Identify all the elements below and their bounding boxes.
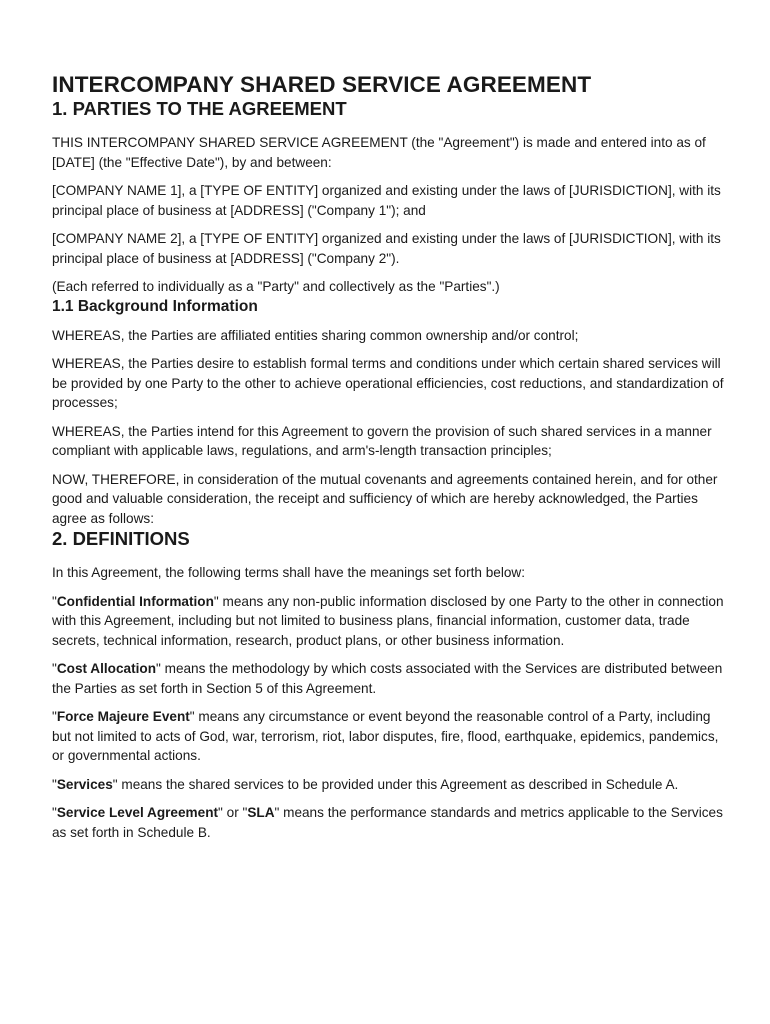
whereas-paragraph: WHEREAS, the Parties are affiliated entities sharing common ownership and/or control; xyxy=(52,327,579,343)
party-1-paragraph: [COMPANY NAME 1], a [TYPE OF ENTITY] organized and existing under the laws of [JURISDICTION], with its principal place of business at [ADDRESS] ("Company 1"); and xyxy=(52,183,721,218)
now-therefore-paragraph: NOW, THEREFORE, in consideration of the mutual covenants and agreements contained herein, and for other good and valuable consideration, the receipt and sufficiency of which are hereby acknowledged, the Parties agree as follows: xyxy=(52,471,718,526)
definition-text: " means the performance standards and metrics applicable to the Services as set forth in Schedule B. xyxy=(52,805,723,840)
definition-term: Confidential Information xyxy=(56,593,214,609)
definition-term: Services xyxy=(56,776,113,792)
definition-term-abbr: SLA xyxy=(247,805,275,820)
party-2-paragraph: [COMPANY NAME 2], a [TYPE OF ENTITY] organized and existing under the laws of [JURISDICTION], with its principal place of business at [ADDRESS] ("Company 2"). xyxy=(52,231,721,266)
section-1-heading: 1. PARTIES TO THE AGREEMENT xyxy=(52,98,347,119)
definitions-intro: In this Agreement, the following terms shall have the meanings set forth below: xyxy=(52,565,526,580)
definition-cost-allocation: "Cost Allocation" means the methodology by which costs associated with the Services are distributed between the Parties as set forth in Section 5 of this Agreement. xyxy=(52,661,723,696)
whereas-paragraph: WHEREAS, the Parties desire to establish formal terms and conditions under which certain shared services will be provided by one Party to the other to achieve operational efficiencies, cost reductions, and standardization of processes; xyxy=(52,356,724,410)
parties-collective-paragraph: (Each referred to individually as a "Party" and collectively as the "Parties".) xyxy=(52,279,500,294)
definition-services: "Services" means the shared services to be provided under this Agreement as described in Schedule A. xyxy=(52,776,679,792)
definition-text: " means the shared services to be provided under this Agreement as described in Schedule A. xyxy=(112,776,679,792)
definition-text: " means any circumstance or event beyond the reasonable control of a Party, including but not limited to acts of God, war, terrorism, riot, labor disputes, fire, flood, earthquake, epidemics, pandemics, or governmental actions. xyxy=(52,709,719,763)
definition-term: Service Level Agreement xyxy=(56,805,219,820)
definition-term: Cost Allocation xyxy=(56,661,157,676)
definition-text: " means the methodology by which costs associated with the Services are distributed between the Parties as set forth in Section 5 of this Agreement. xyxy=(52,661,723,696)
section-2-heading: 2. DEFINITIONS xyxy=(52,528,190,549)
definition-term: Force Majeure Event xyxy=(56,709,190,724)
section-1-1-heading: 1.1 Background Information xyxy=(52,297,258,315)
document-title: INTERCOMPANY SHARED SERVICE AGREEMENT xyxy=(52,72,592,97)
section-1-intro: THIS INTERCOMPANY SHARED SERVICE AGREEMENT (the "Agreement") is made and entered into as of [DATE] (the "Effective Date"), by and between: xyxy=(52,135,706,170)
definition-text: " means any non-public information disclosed by one Party to the other in connection with this Agreement, including but not limited to business plans, financial information, customer data, trade secrets, technical information, research, product plans, or other business information. xyxy=(52,593,724,648)
whereas-paragraph: WHEREAS, the Parties intend for this Agreement to govern the provision of such shared services in a manner compliant with applicable laws, regulations, and arm's-length transaction principles; xyxy=(52,423,712,458)
definition-connector: " or " xyxy=(218,805,248,820)
definition-force-majeure-event: "Force Majeure Event" means any circumstance or event beyond the reasonable control of a Party, including but not limited to acts of God, war, terrorism, riot, labor disputes, fire, flood, earthquake, epidemics, pandemics, or governmental actions. xyxy=(52,709,719,763)
definition-confidential-information: "Confidential Information" means any non-public information disclosed by one Party to the other in connection with this Agreement, including but not limited to business plans, financial information, customer data, trade secrets, technical information, research, product plans, or other business information. xyxy=(52,593,724,648)
definition-service-level-agreement: "Service Level Agreement" or "SLA" means the performance standards and metrics applicable to the Services as set forth in Schedule B. xyxy=(52,805,723,840)
